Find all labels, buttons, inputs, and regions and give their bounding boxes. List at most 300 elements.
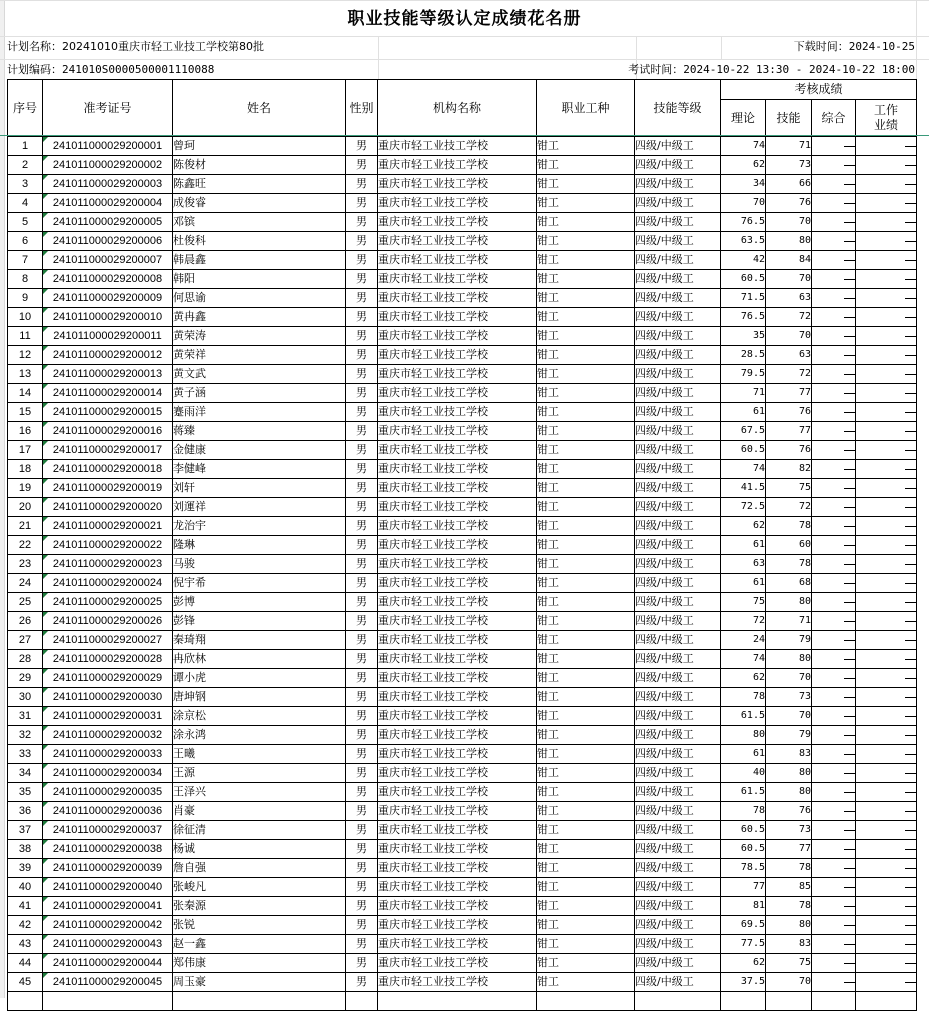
row-ticket[interactable]: 241011000029200006 — [43, 232, 173, 251]
row-gender[interactable]: 男 — [346, 859, 378, 878]
row-org[interactable]: 重庆市轻工业技工学校 — [378, 251, 537, 270]
row-trade[interactable]: 钳工 — [537, 745, 635, 764]
row-overall[interactable] — [812, 213, 856, 232]
row-work[interactable] — [856, 688, 917, 707]
row-gender[interactable]: 男 — [346, 289, 378, 308]
row-skill[interactable]: 78 — [766, 897, 812, 916]
row-name[interactable]: 倪宇希 — [173, 574, 346, 593]
row-skill[interactable]: 79 — [766, 726, 812, 745]
row-org[interactable]: 重庆市轻工业技工学校 — [378, 916, 537, 935]
row-skill[interactable]: 70 — [766, 327, 812, 346]
row-org[interactable]: 重庆市轻工业技工学校 — [378, 764, 537, 783]
row-trade[interactable]: 钳工 — [537, 498, 635, 517]
row-name[interactable]: 金健康 — [173, 441, 346, 460]
row-seq[interactable]: 32 — [8, 726, 43, 745]
row-ticket[interactable]: 241011000029200042 — [43, 916, 173, 935]
row-ticket[interactable]: 241011000029200032 — [43, 726, 173, 745]
row-theory[interactable]: 62 — [721, 517, 766, 536]
row-seq[interactable]: 14 — [8, 384, 43, 403]
row-work[interactable] — [856, 403, 917, 422]
row-work[interactable] — [856, 631, 917, 650]
row-seq[interactable]: 34 — [8, 764, 43, 783]
row-gender[interactable]: 男 — [346, 308, 378, 327]
table-row[interactable] — [8, 840, 917, 859]
row-skill[interactable]: 77 — [766, 384, 812, 403]
row-trade[interactable]: 钳工 — [537, 479, 635, 498]
row-theory[interactable]: 62 — [721, 669, 766, 688]
row-work[interactable] — [856, 441, 917, 460]
row-gender[interactable]: 男 — [346, 460, 378, 479]
row-work[interactable] — [856, 954, 917, 973]
row-theory[interactable]: 74 — [721, 650, 766, 669]
row-level[interactable]: 四级/中级工 — [635, 897, 721, 916]
row-trade[interactable]: 钳工 — [537, 764, 635, 783]
table-row[interactable] — [8, 536, 917, 555]
row-ticket[interactable]: 241011000029200034 — [43, 764, 173, 783]
row-work[interactable] — [856, 574, 917, 593]
row-org[interactable]: 重庆市轻工业技工学校 — [378, 783, 537, 802]
table-row-partial[interactable] — [8, 992, 917, 1011]
row-gender[interactable]: 男 — [346, 194, 378, 213]
row-gender[interactable]: 男 — [346, 745, 378, 764]
row-org[interactable]: 重庆市轻工业技工学校 — [378, 422, 537, 441]
row-work[interactable] — [856, 346, 917, 365]
row-trade[interactable]: 钳工 — [537, 726, 635, 745]
row-gender[interactable]: 男 — [346, 213, 378, 232]
row-ticket[interactable]: 241011000029200005 — [43, 213, 173, 232]
row-org[interactable]: 重庆市轻工业技工学校 — [378, 156, 537, 175]
row-org[interactable]: 重庆市轻工业技工学校 — [378, 137, 537, 156]
row-name[interactable]: 涂京松 — [173, 707, 346, 726]
row-level[interactable]: 四级/中级工 — [635, 251, 721, 270]
row-theory[interactable]: 61 — [721, 745, 766, 764]
row-skill[interactable]: 80 — [766, 650, 812, 669]
row-overall[interactable] — [812, 954, 856, 973]
row-overall[interactable] — [812, 916, 856, 935]
table-row[interactable] — [8, 688, 917, 707]
table-row[interactable] — [8, 365, 917, 384]
row-org[interactable]: 重庆市轻工业技工学校 — [378, 840, 537, 859]
row-gender[interactable]: 男 — [346, 403, 378, 422]
row-org[interactable]: 重庆市轻工业技工学校 — [378, 384, 537, 403]
row-org[interactable]: 重庆市轻工业技工学校 — [378, 365, 537, 384]
row-level[interactable]: 四级/中级工 — [635, 365, 721, 384]
row-org[interactable]: 重庆市轻工业技工学校 — [378, 327, 537, 346]
row-skill[interactable]: 84 — [766, 251, 812, 270]
row-org[interactable]: 重庆市轻工业技工学校 — [378, 973, 537, 992]
row-seq[interactable]: 29 — [8, 669, 43, 688]
row-theory[interactable]: 78 — [721, 688, 766, 707]
row-level[interactable]: 四级/中级工 — [635, 194, 721, 213]
row-theory[interactable]: 24 — [721, 631, 766, 650]
header-trade[interactable]: 职业工种 — [537, 80, 635, 137]
row-theory[interactable]: 60.5 — [721, 821, 766, 840]
row-level[interactable]: 四级/中级工 — [635, 479, 721, 498]
row-seq[interactable]: 27 — [8, 631, 43, 650]
row-seq[interactable]: 33 — [8, 745, 43, 764]
row-trade[interactable]: 钳工 — [537, 954, 635, 973]
row-trade[interactable]: 钳工 — [537, 232, 635, 251]
row-theory[interactable]: 76.5 — [721, 308, 766, 327]
row-skill[interactable]: 76 — [766, 802, 812, 821]
row-gender[interactable]: 男 — [346, 783, 378, 802]
row-name[interactable]: 杨诚 — [173, 840, 346, 859]
row-trade[interactable]: 钳工 — [537, 460, 635, 479]
row-skill[interactable]: 80 — [766, 783, 812, 802]
table-row[interactable] — [8, 954, 917, 973]
row-name[interactable]: 黄冉鑫 — [173, 308, 346, 327]
row-work[interactable] — [856, 745, 917, 764]
table-row[interactable] — [8, 574, 917, 593]
row-name[interactable]: 陈鑫旺 — [173, 175, 346, 194]
row-name[interactable]: 肖豪 — [173, 802, 346, 821]
row-name[interactable]: 王曦 — [173, 745, 346, 764]
row-seq[interactable]: 17 — [8, 441, 43, 460]
row-theory[interactable]: 71 — [721, 384, 766, 403]
row-ticket[interactable]: 241011000029200003 — [43, 175, 173, 194]
row-seq[interactable]: 35 — [8, 783, 43, 802]
row-trade[interactable]: 钳工 — [537, 821, 635, 840]
row-gender[interactable]: 男 — [346, 593, 378, 612]
row-trade[interactable]: 钳工 — [537, 270, 635, 289]
row-name[interactable]: 王源 — [173, 764, 346, 783]
row-trade[interactable]: 钳工 — [537, 441, 635, 460]
row-skill[interactable]: 72 — [766, 308, 812, 327]
row-gender[interactable]: 男 — [346, 346, 378, 365]
row-name[interactable]: 黄荣祥 — [173, 346, 346, 365]
row-work[interactable] — [856, 175, 917, 194]
table-row[interactable] — [8, 327, 917, 346]
row-work[interactable] — [856, 365, 917, 384]
row-org[interactable]: 重庆市轻工业技工学校 — [378, 232, 537, 251]
row-name[interactable]: 谭小虎 — [173, 669, 346, 688]
row-theory[interactable]: 61 — [721, 403, 766, 422]
row-trade[interactable]: 钳工 — [537, 365, 635, 384]
table-row[interactable] — [8, 707, 917, 726]
row-overall[interactable] — [812, 555, 856, 574]
row-work[interactable] — [856, 916, 917, 935]
row-theory[interactable]: 28.5 — [721, 346, 766, 365]
row-level[interactable]: 四级/中级工 — [635, 517, 721, 536]
row-work[interactable] — [856, 783, 917, 802]
row-work[interactable] — [856, 764, 917, 783]
row-overall[interactable] — [812, 726, 856, 745]
table-row[interactable] — [8, 878, 917, 897]
row-org[interactable]: 重庆市轻工业技工学校 — [378, 669, 537, 688]
row-seq[interactable]: 25 — [8, 593, 43, 612]
row-work[interactable] — [856, 498, 917, 517]
row-ticket[interactable]: 241011000029200009 — [43, 289, 173, 308]
row-ticket[interactable]: 241011000029200037 — [43, 821, 173, 840]
row-trade[interactable]: 钳工 — [537, 308, 635, 327]
row-trade[interactable]: 钳工 — [537, 403, 635, 422]
row-level[interactable]: 四级/中级工 — [635, 783, 721, 802]
table-row[interactable] — [8, 764, 917, 783]
row-name[interactable]: 刘轩 — [173, 479, 346, 498]
row-org[interactable]: 重庆市轻工业技工学校 — [378, 289, 537, 308]
row-level[interactable]: 四级/中级工 — [635, 916, 721, 935]
row-seq[interactable]: 30 — [8, 688, 43, 707]
row-name[interactable]: 蒋臻 — [173, 422, 346, 441]
row-name[interactable]: 徐征清 — [173, 821, 346, 840]
row-trade[interactable]: 钳工 — [537, 897, 635, 916]
row-level[interactable]: 四级/中级工 — [635, 232, 721, 251]
row-trade[interactable]: 钳工 — [537, 916, 635, 935]
row-theory[interactable]: 78.5 — [721, 859, 766, 878]
table-row[interactable] — [8, 422, 917, 441]
row-ticket[interactable]: 241011000029200045 — [43, 973, 173, 992]
row-level[interactable]: 四级/中级工 — [635, 631, 721, 650]
row-org[interactable]: 重庆市轻工业技工学校 — [378, 479, 537, 498]
row-cell[interactable] — [173, 992, 346, 1011]
row-skill[interactable]: 76 — [766, 441, 812, 460]
row-theory[interactable]: 35 — [721, 327, 766, 346]
row-ticket[interactable]: 241011000029200018 — [43, 460, 173, 479]
row-overall[interactable] — [812, 593, 856, 612]
table-row[interactable] — [8, 612, 917, 631]
row-work[interactable] — [856, 897, 917, 916]
row-work[interactable] — [856, 840, 917, 859]
row-ticket[interactable]: 241011000029200024 — [43, 574, 173, 593]
table-row[interactable] — [8, 441, 917, 460]
row-trade[interactable]: 钳工 — [537, 536, 635, 555]
row-trade[interactable]: 钳工 — [537, 327, 635, 346]
row-overall[interactable] — [812, 365, 856, 384]
row-skill[interactable]: 70 — [766, 270, 812, 289]
row-org[interactable]: 重庆市轻工业技工学校 — [378, 821, 537, 840]
row-cell[interactable] — [378, 992, 537, 1011]
row-name[interactable]: 何思谕 — [173, 289, 346, 308]
row-org[interactable]: 重庆市轻工业技工学校 — [378, 859, 537, 878]
row-level[interactable]: 四级/中级工 — [635, 308, 721, 327]
row-skill[interactable]: 73 — [766, 688, 812, 707]
row-overall[interactable] — [812, 574, 856, 593]
row-overall[interactable] — [812, 650, 856, 669]
row-skill[interactable]: 80 — [766, 593, 812, 612]
row-name[interactable]: 韩晨鑫 — [173, 251, 346, 270]
row-theory[interactable]: 41.5 — [721, 479, 766, 498]
row-gender[interactable]: 男 — [346, 669, 378, 688]
row-name[interactable]: 黄文武 — [173, 365, 346, 384]
row-trade[interactable]: 钳工 — [537, 289, 635, 308]
row-theory[interactable]: 61 — [721, 574, 766, 593]
row-ticket[interactable]: 241011000029200015 — [43, 403, 173, 422]
row-seq[interactable]: 1 — [8, 137, 43, 156]
row-level[interactable]: 四级/中级工 — [635, 574, 721, 593]
row-ticket[interactable]: 241011000029200022 — [43, 536, 173, 555]
row-org[interactable]: 重庆市轻工业技工学校 — [378, 631, 537, 650]
row-work[interactable] — [856, 669, 917, 688]
row-skill[interactable]: 78 — [766, 859, 812, 878]
row-ticket[interactable]: 241011000029200013 — [43, 365, 173, 384]
row-seq[interactable]: 13 — [8, 365, 43, 384]
row-overall[interactable] — [812, 403, 856, 422]
row-level[interactable]: 四级/中级工 — [635, 707, 721, 726]
row-overall[interactable] — [812, 251, 856, 270]
table-row[interactable] — [8, 593, 917, 612]
row-theory[interactable]: 42 — [721, 251, 766, 270]
row-work[interactable] — [856, 612, 917, 631]
row-overall[interactable] — [812, 707, 856, 726]
row-skill[interactable]: 83 — [766, 745, 812, 764]
row-gender[interactable]: 男 — [346, 251, 378, 270]
table-row[interactable] — [8, 194, 917, 213]
row-ticket[interactable]: 241011000029200038 — [43, 840, 173, 859]
row-seq[interactable]: 15 — [8, 403, 43, 422]
row-gender[interactable]: 男 — [346, 688, 378, 707]
row-trade[interactable]: 钳工 — [537, 346, 635, 365]
header-theory[interactable]: 理论 — [721, 100, 766, 137]
row-gender[interactable]: 男 — [346, 232, 378, 251]
row-seq[interactable]: 7 — [8, 251, 43, 270]
row-skill[interactable]: 70 — [766, 707, 812, 726]
row-name[interactable]: 冉欣林 — [173, 650, 346, 669]
row-org[interactable]: 重庆市轻工业技工学校 — [378, 802, 537, 821]
row-work[interactable] — [856, 327, 917, 346]
row-gender[interactable]: 男 — [346, 517, 378, 536]
row-ticket[interactable]: 241011000029200010 — [43, 308, 173, 327]
row-org[interactable]: 重庆市轻工业技工学校 — [378, 441, 537, 460]
row-skill[interactable]: 76 — [766, 403, 812, 422]
row-trade[interactable]: 钳工 — [537, 650, 635, 669]
row-level[interactable]: 四级/中级工 — [635, 384, 721, 403]
table-row[interactable] — [8, 213, 917, 232]
row-overall[interactable] — [812, 612, 856, 631]
row-overall[interactable] — [812, 289, 856, 308]
table-row[interactable] — [8, 669, 917, 688]
row-trade[interactable]: 钳工 — [537, 384, 635, 403]
row-name[interactable]: 李健峰 — [173, 460, 346, 479]
row-level[interactable]: 四级/中级工 — [635, 802, 721, 821]
row-ticket[interactable]: 241011000029200027 — [43, 631, 173, 650]
row-ticket[interactable]: 241011000029200030 — [43, 688, 173, 707]
row-level[interactable]: 四级/中级工 — [635, 612, 721, 631]
row-ticket[interactable]: 241011000029200031 — [43, 707, 173, 726]
table-row[interactable] — [8, 460, 917, 479]
row-overall[interactable] — [812, 327, 856, 346]
row-skill[interactable]: 72 — [766, 365, 812, 384]
table-row[interactable] — [8, 783, 917, 802]
row-org[interactable]: 重庆市轻工业技工学校 — [378, 726, 537, 745]
row-seq[interactable]: 28 — [8, 650, 43, 669]
row-work[interactable] — [856, 232, 917, 251]
row-ticket[interactable]: 241011000029200029 — [43, 669, 173, 688]
row-level[interactable]: 四级/中级工 — [635, 688, 721, 707]
row-overall[interactable] — [812, 669, 856, 688]
row-name[interactable]: 韩阳 — [173, 270, 346, 289]
row-level[interactable]: 四级/中级工 — [635, 859, 721, 878]
row-theory[interactable]: 79.5 — [721, 365, 766, 384]
row-overall[interactable] — [812, 270, 856, 289]
row-skill[interactable]: 85 — [766, 878, 812, 897]
row-org[interactable]: 重庆市轻工业技工学校 — [378, 403, 537, 422]
row-org[interactable]: 重庆市轻工业技工学校 — [378, 878, 537, 897]
row-skill[interactable]: 60 — [766, 536, 812, 555]
row-ticket[interactable]: 241011000029200002 — [43, 156, 173, 175]
row-org[interactable]: 重庆市轻工业技工学校 — [378, 536, 537, 555]
row-cell[interactable] — [346, 992, 378, 1011]
row-theory[interactable]: 74 — [721, 460, 766, 479]
row-overall[interactable] — [812, 631, 856, 650]
row-seq[interactable]: 4 — [8, 194, 43, 213]
row-level[interactable]: 四级/中级工 — [635, 327, 721, 346]
row-trade[interactable]: 钳工 — [537, 555, 635, 574]
header-work-performance[interactable] — [856, 100, 917, 137]
row-ticket[interactable]: 241011000029200035 — [43, 783, 173, 802]
row-seq[interactable]: 31 — [8, 707, 43, 726]
row-name[interactable]: 周玉豪 — [173, 973, 346, 992]
row-trade[interactable]: 钳工 — [537, 669, 635, 688]
row-skill[interactable]: 73 — [766, 821, 812, 840]
row-theory[interactable]: 80 — [721, 726, 766, 745]
row-gender[interactable]: 男 — [346, 498, 378, 517]
row-ticket[interactable]: 241011000029200040 — [43, 878, 173, 897]
row-name[interactable]: 刘運祥 — [173, 498, 346, 517]
table-row[interactable] — [8, 802, 917, 821]
row-name[interactable]: 龙治宇 — [173, 517, 346, 536]
row-ticket[interactable]: 241011000029200039 — [43, 859, 173, 878]
row-seq[interactable]: 18 — [8, 460, 43, 479]
row-gender[interactable]: 男 — [346, 175, 378, 194]
row-gender[interactable]: 男 — [346, 764, 378, 783]
row-cell[interactable] — [766, 992, 812, 1011]
row-ticket[interactable]: 241011000029200011 — [43, 327, 173, 346]
row-gender[interactable]: 男 — [346, 878, 378, 897]
table-row[interactable] — [8, 232, 917, 251]
row-org[interactable]: 重庆市轻工业技工学校 — [378, 498, 537, 517]
row-overall[interactable] — [812, 137, 856, 156]
row-seq[interactable]: 16 — [8, 422, 43, 441]
row-overall[interactable] — [812, 422, 856, 441]
row-gender[interactable]: 男 — [346, 327, 378, 346]
row-seq[interactable]: 44 — [8, 954, 43, 973]
row-name[interactable]: 邓镔 — [173, 213, 346, 232]
row-skill[interactable]: 79 — [766, 631, 812, 650]
row-name[interactable]: 陈俊材 — [173, 156, 346, 175]
row-theory[interactable]: 62 — [721, 954, 766, 973]
row-level[interactable]: 四级/中级工 — [635, 270, 721, 289]
row-ticket[interactable]: 241011000029200025 — [43, 593, 173, 612]
row-gender[interactable]: 男 — [346, 631, 378, 650]
row-overall[interactable] — [812, 232, 856, 251]
row-trade[interactable]: 钳工 — [537, 137, 635, 156]
row-name[interactable]: 隆琳 — [173, 536, 346, 555]
row-org[interactable]: 重庆市轻工业技工学校 — [378, 612, 537, 631]
row-level[interactable]: 四级/中级工 — [635, 137, 721, 156]
row-theory[interactable]: 72.5 — [721, 498, 766, 517]
row-seq[interactable]: 3 — [8, 175, 43, 194]
header-level[interactable]: 技能等级 — [635, 80, 721, 137]
table-row[interactable] — [8, 821, 917, 840]
row-seq[interactable]: 20 — [8, 498, 43, 517]
row-seq[interactable]: 19 — [8, 479, 43, 498]
row-name[interactable]: 秦琦翔 — [173, 631, 346, 650]
row-work[interactable] — [856, 707, 917, 726]
row-ticket[interactable]: 241011000029200036 — [43, 802, 173, 821]
row-seq[interactable]: 12 — [8, 346, 43, 365]
row-work[interactable] — [856, 935, 917, 954]
row-work[interactable] — [856, 308, 917, 327]
table-row[interactable] — [8, 916, 917, 935]
row-overall[interactable] — [812, 821, 856, 840]
table-row[interactable] — [8, 175, 917, 194]
row-cell[interactable] — [43, 992, 173, 1011]
row-work[interactable] — [856, 460, 917, 479]
row-ticket[interactable]: 241011000029200021 — [43, 517, 173, 536]
table-row[interactable] — [8, 555, 917, 574]
row-skill[interactable]: 73 — [766, 156, 812, 175]
row-work[interactable] — [856, 213, 917, 232]
